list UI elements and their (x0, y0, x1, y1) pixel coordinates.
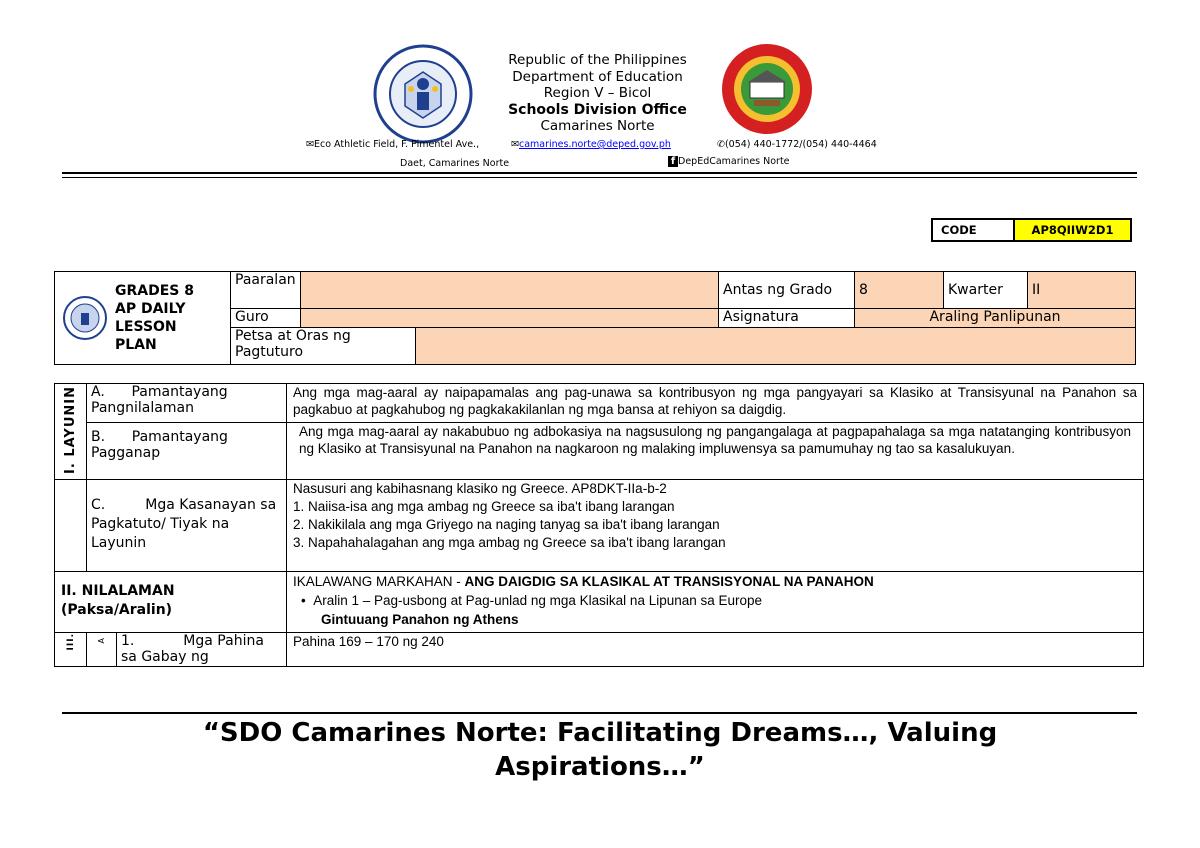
republic-line: Republic of the Philippines (508, 52, 687, 68)
guro-label: Guro (231, 309, 301, 328)
asignatura-label: Asignatura (719, 309, 855, 328)
nilalaman-content (287, 571, 1144, 632)
aralin-bullet: • Aralin 1 – Pag-usbong at Pag-unlad ng mga Klasikal na Lipunan sa Europe (301, 592, 763, 608)
envelope-icon: ✉ (306, 139, 314, 150)
iii-label: III. (65, 632, 76, 651)
kwarter-label: Kwarter (944, 272, 1028, 309)
email-link[interactable]: camarines.norte@deped.gov.ph (518, 139, 671, 150)
phone-line: ✆(054) 440-1772/(054) 440-4464 (717, 139, 877, 150)
code-value: AP8QIIW2D1 (1015, 220, 1130, 240)
antas-label: Antas ng Grado (719, 272, 855, 309)
header-rule-thin (62, 177, 1137, 178)
kasanayan-label: C. Mga Kasanayan sa Pagkatuto/ Tiyak na Layunin (87, 479, 287, 571)
empty-cell (55, 479, 87, 571)
layunin-cell (55, 384, 87, 480)
address-line-2: Daet, Camarines Norte (400, 158, 510, 169)
lesson-table (54, 383, 1144, 667)
kwarter-value[interactable]: II (1028, 272, 1136, 309)
plan-title-cell (55, 272, 231, 365)
region-line: Region V – Bicol (543, 85, 652, 101)
petsa-field[interactable] (416, 328, 1136, 365)
footer-rule (62, 712, 1137, 714)
asignatura-value[interactable]: Araling Panlipunan (855, 309, 1136, 328)
plan-info-table (54, 271, 1136, 365)
kasanayan-intro: Nasusuri ang kabihasnang klasiko ng Greece. AP8DKT-IIa-b-2 (293, 480, 667, 496)
kasanayan-item: 3. Napahahalagahan ang mga ambag ng Greece sa iba't ibang larangan (293, 534, 726, 550)
mail-icon: ✉ (511, 139, 519, 150)
bullet-icon: • (301, 592, 314, 608)
kasanayan-item: 1. Naiisa-isa ang mga ambag ng Greece sa iba't ibang larangan (293, 498, 675, 514)
header-rule-thick (62, 172, 1137, 174)
paaralan-label: Paaralan (231, 272, 301, 309)
markahan-line: IKALAWANG MARKAHAN - ANG DAIGDIG SA KLASIKAL AT TRANSISYONAL NA PANAHON (293, 573, 874, 589)
address-line: ✉Eco Athletic Field, F. Pimentel Ave., (306, 139, 480, 150)
pamantayang-pangnilalaman-label: A. Pamantayang Pangnilalaman (87, 384, 287, 423)
a2-cell (87, 632, 117, 666)
pamantayang-pagganap-text: Ang mga mag-aaral ay nakabubuo ng adbokasiya na nagsusulong ng pangangalaga at pagpapahalaga sa mga natatanging kontribusyon ng Klasiko at Transisyunal na Panahon na nagkaroon ng malaking impluwensya sa pamumuhay ng tao sa kasalukuyan. (287, 422, 1144, 479)
guro-field[interactable] (301, 309, 719, 328)
province-line: Camarines Norte (540, 118, 655, 134)
antas-value[interactable]: 8 (855, 272, 944, 309)
email-line (511, 139, 671, 150)
code-label: CODE (933, 220, 1015, 240)
department-line: Department of Education (512, 68, 683, 85)
office-header (440, 52, 755, 135)
iii-cell (55, 632, 87, 666)
pahina-value: Pahina 169 – 170 ng 240 (287, 632, 1144, 666)
plan-title: GRADES 8 AP DAILY LESSON PLAN (115, 283, 194, 353)
paaralan-field[interactable] (301, 272, 719, 309)
petsa-label: Petsa at Oras ng Pagtuturo (231, 328, 416, 365)
layunin-label: I. LAYUNIN (62, 386, 78, 474)
markahan-title: ANG DAIGDIG SA KLASIKAL AT TRANSISYONAL NA PANAHON (464, 573, 874, 589)
pamantayang-pangnilalaman-text: Ang mga mag-aaral ay naipapamalas ang pag-unawa sa kontribusyon ng mga pangyayari sa Klasiko at Transisyunal na Panahon sa pagkabuo at pagkahubog ng pagkakakilanlan ng mga bansa at rehiyon sa daigdig. (287, 384, 1144, 423)
phone-icon: ✆ (717, 139, 725, 150)
pamantayang-pagganap-label: B. Pamantayang Pagganap (87, 422, 287, 479)
nilalaman-label: II. NILALAMAN (Paksa/Aralin) (55, 571, 287, 632)
deped-small-seal (55, 295, 115, 341)
footer-quote: “SDO Camarines Norte: Facilitating Dreams…, Valuing Aspirations…” (202, 718, 998, 782)
pahina-label: 1. Mga Pahina sa Gabay ng (117, 632, 287, 666)
sdo-line: Schools Division Office (508, 101, 687, 118)
code-box (931, 218, 1132, 242)
kasanayan-item: 2. Nakikilala ang mga Griyego na naging tanyag sa iba't ibang larangan (293, 516, 720, 532)
subtopic: Gintuuang Panahon ng Athens (321, 611, 519, 627)
kasanayan-content (287, 479, 1144, 571)
facebook-line: f DepEdCamarines Norte (668, 156, 790, 167)
a2-label: A (96, 637, 106, 644)
facebook-icon: f (668, 156, 678, 167)
